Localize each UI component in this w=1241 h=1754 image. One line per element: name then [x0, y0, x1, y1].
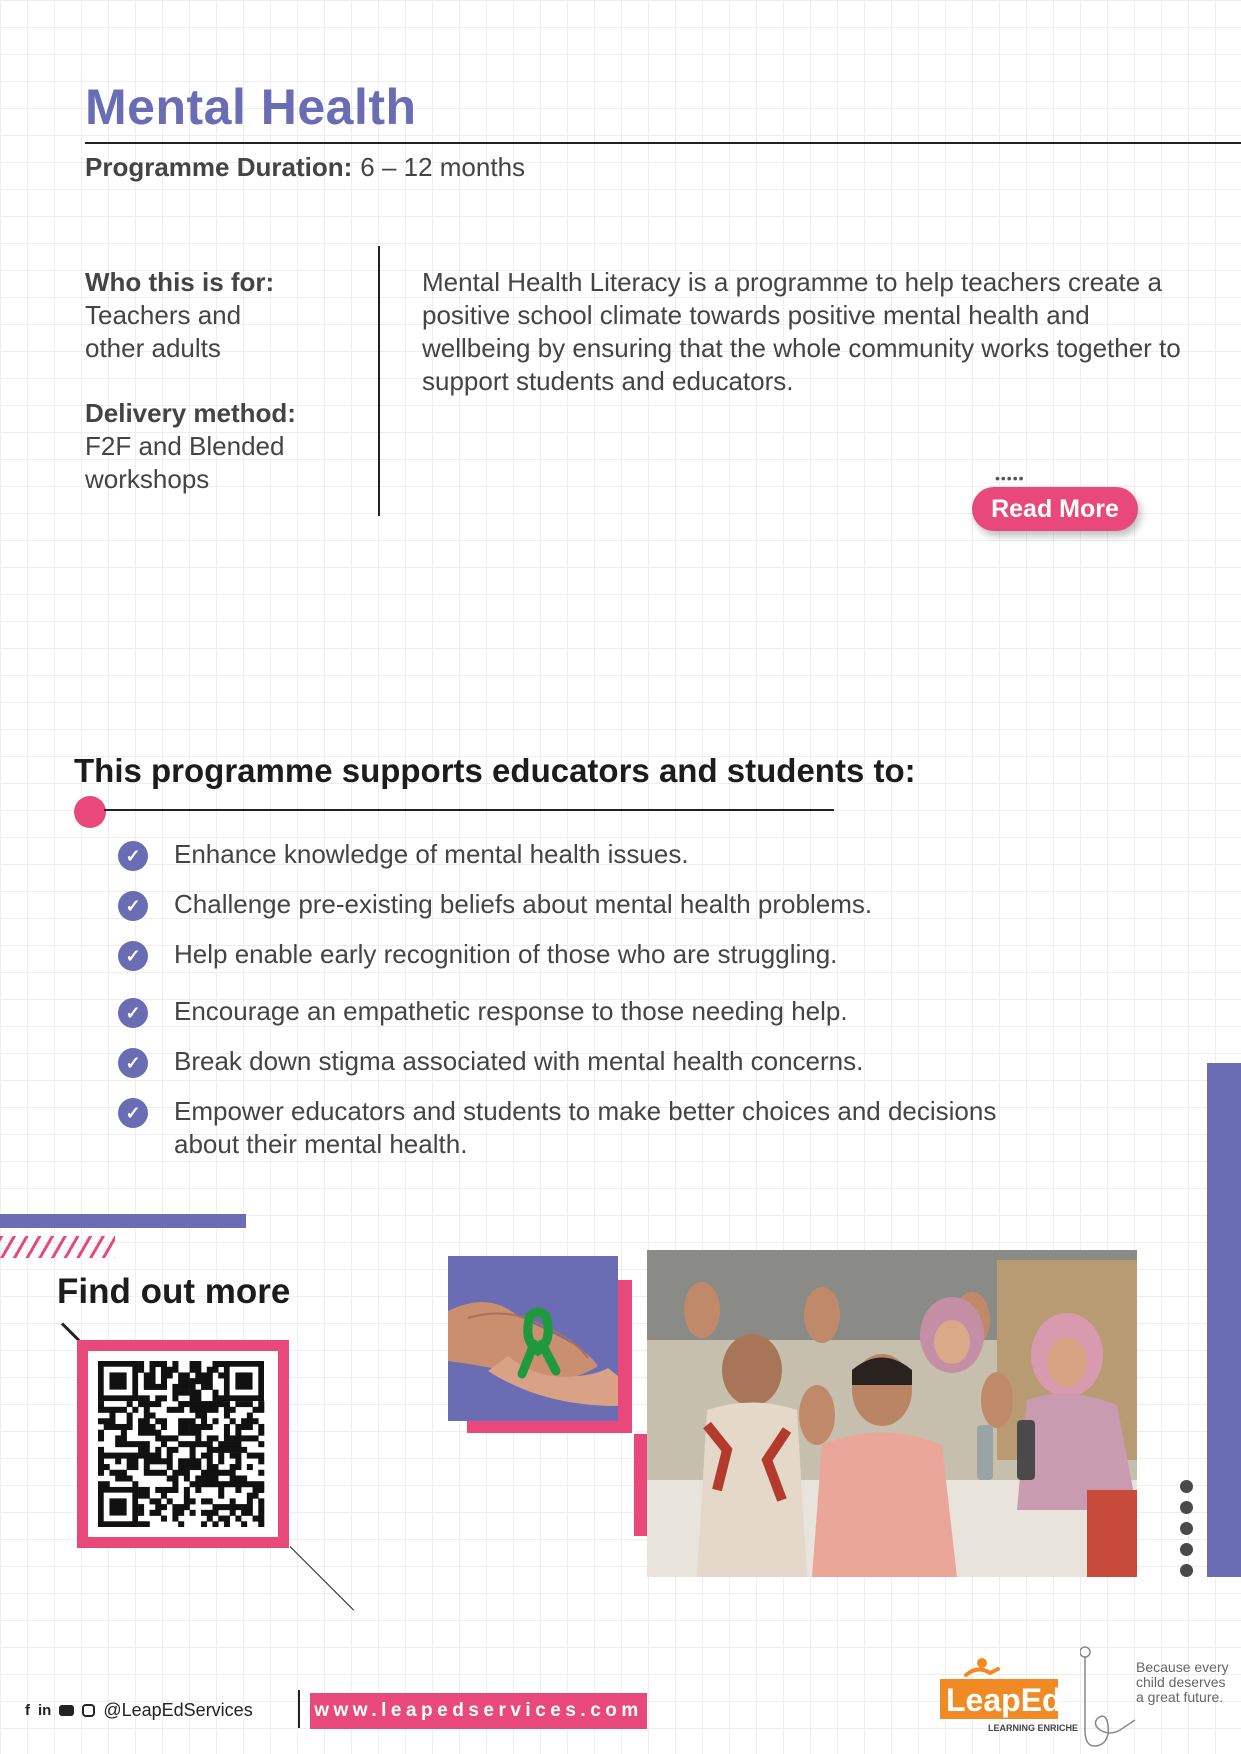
social-handle[interactable]: @LeapEdServices	[103, 1700, 253, 1720]
decorative-string	[1080, 1640, 1140, 1754]
website-link[interactable]: www.leapedservices.com	[310, 1693, 647, 1729]
instagram-icon[interactable]	[82, 1704, 95, 1717]
supports-heading: This programme supports educators and students to:	[74, 752, 916, 789]
decorative-side-bar	[1207, 1063, 1241, 1577]
list-item	[118, 1095, 1018, 1161]
page-title: Mental Health	[85, 79, 417, 135]
check-icon: ✓	[118, 998, 148, 1028]
decorative-dots	[1180, 1480, 1194, 1585]
who-value-line-1: Teachers and	[85, 300, 242, 330]
delivery-label: Delivery method:	[85, 398, 296, 428]
social-links	[25, 1700, 253, 1721]
list-item-text: Break down stigma associated with mental health concerns.	[174, 1046, 864, 1076]
heading-underline	[104, 809, 834, 811]
check-icon: ✓	[118, 891, 148, 921]
check-icon: ✓	[118, 941, 148, 971]
decorative-pointer	[61, 1322, 80, 1341]
programme-description: Mental Health Literacy is a programme to help teachers create a positive school climate towards positive mental health and wellbeing by ensuring that the whole community works together to support students and educators.	[422, 267, 1181, 396]
check-icon: ✓	[118, 1098, 148, 1128]
list-item-text: Encourage an empathetic response to those needing help.	[174, 996, 848, 1026]
list-item	[118, 1045, 1018, 1078]
list-item	[118, 838, 1018, 871]
logo-wordmark: LeapEd	[946, 1682, 1062, 1718]
delivery-value-line-1: F2F and Blended	[85, 431, 285, 461]
check-icon: ✓	[118, 841, 148, 871]
read-more-dots: •••••	[995, 470, 1025, 486]
workshop-photo	[647, 1250, 1137, 1577]
who-value-line-2: other adults	[85, 333, 221, 363]
list-item	[118, 995, 1018, 1028]
column-divider	[378, 246, 380, 516]
duration-value: 6 – 12 months	[360, 152, 526, 182]
who-label: Who this is for:	[85, 267, 275, 297]
facebook-icon[interactable]: f	[25, 1702, 30, 1719]
linkedin-icon[interactable]: in	[38, 1702, 52, 1719]
decorative-hatch	[0, 1236, 115, 1258]
check-icon: ✓	[118, 1048, 148, 1078]
tagline: Because every child deserves a great future.	[1136, 1659, 1229, 1705]
heading-bullet-dot	[74, 796, 106, 828]
footer-divider	[298, 1690, 300, 1728]
decorative-pointer	[290, 1546, 354, 1610]
qr-code[interactable]	[77, 1340, 289, 1548]
supports-list	[118, 838, 1018, 1161]
list-item-text: Help enable early recognition of those who are struggling.	[174, 939, 838, 969]
delivery-value-line-2: workshops	[85, 464, 210, 494]
find-out-more-heading: Find out more	[57, 1272, 291, 1311]
youtube-icon[interactable]	[59, 1705, 74, 1716]
programme-duration	[85, 152, 525, 183]
list-item-text: Empower educators and students to make better choices and decisions about their mental health.	[174, 1096, 997, 1159]
list-item-text: Challenge pre-existing beliefs about mental health problems.	[174, 889, 873, 919]
list-item	[118, 888, 1018, 921]
qr-code-pattern	[98, 1361, 268, 1527]
list-item-text: Enhance knowledge of mental health issues.	[174, 839, 689, 869]
read-more-button[interactable]: Read More	[972, 487, 1138, 531]
leaped-logo	[938, 1655, 1078, 1735]
decorative-bar	[0, 1214, 246, 1228]
list-item	[118, 938, 1018, 971]
duration-label: Programme Duration:	[85, 152, 353, 182]
awareness-ribbon-image	[448, 1256, 618, 1421]
logo-subtitle: LEARNING ENRICHED	[988, 1723, 1078, 1733]
programme-info	[85, 266, 375, 496]
title-divider	[85, 142, 1241, 144]
